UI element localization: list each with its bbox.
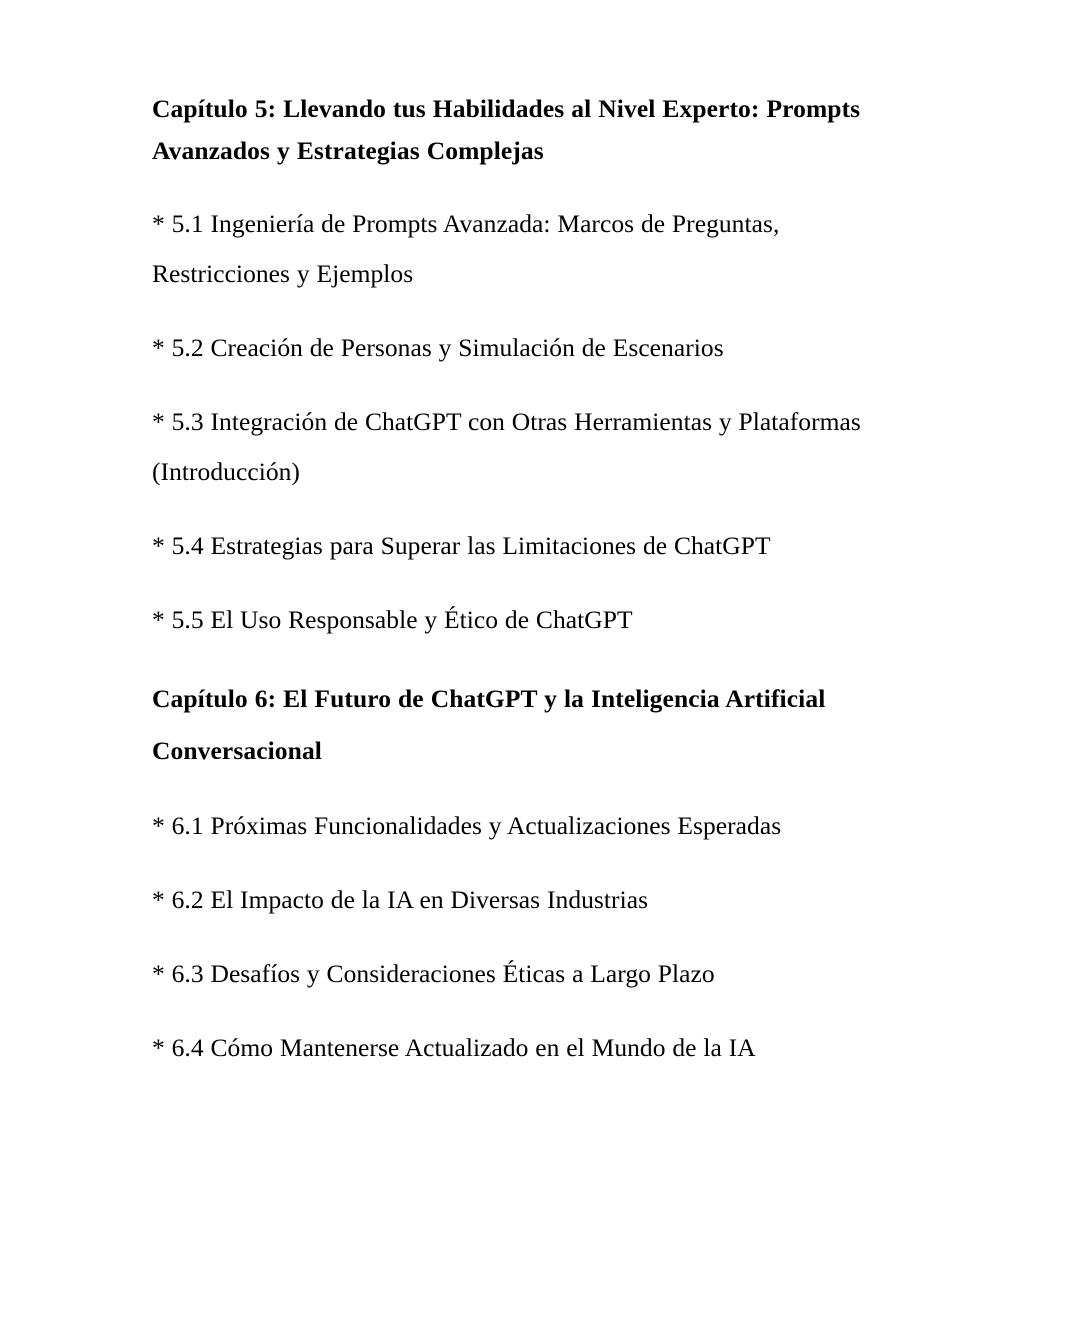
- chapter-6-entry-6-1: * 6.1 Próximas Funcionalidades y Actualizaciones Esperadas: [152, 811, 782, 840]
- document-body: [152, 88, 917, 1073]
- chapter-5-entry-5-3: * 5.3 Integración de ChatGPT con Otras Herramientas y Plataformas (Introducción): [152, 407, 861, 486]
- chapter-6-entry-6-2: * 6.2 El Impacto de la IA en Diversas Industrias: [152, 885, 649, 914]
- chapter-6-entry-6-4: * 6.4 Cómo Mantenerse Actualizado en el Mundo de la IA: [152, 1033, 756, 1062]
- chapter-5-entry-5-5: * 5.5 El Uso Responsable y Ético de ChatGPT: [152, 605, 633, 634]
- chapter-6-heading: Capítulo 6: El Futuro de ChatGPT y la Inteligencia Artificial Conversacional: [152, 684, 826, 765]
- chapter-5-entry-5-4: * 5.4 Estrategias para Superar las Limitaciones de ChatGPT: [152, 531, 771, 560]
- chapter-6-entry-6-3: * 6.3 Desafíos y Consideraciones Éticas a Largo Plazo: [152, 959, 715, 988]
- chapter-5-entry-5-1: * 5.1 Ingeniería de Prompts Avanzada: Marcos de Preguntas, Restricciones y Ejemplos: [152, 209, 780, 288]
- chapter-5-entry-5-2: * 5.2 Creación de Personas y Simulación de Escenarios: [152, 333, 724, 362]
- chapter-5-heading: Capítulo 5: Llevando tus Habilidades al Nivel Experto: Prompts Avanzados y Estrategias Complejas: [152, 94, 861, 165]
